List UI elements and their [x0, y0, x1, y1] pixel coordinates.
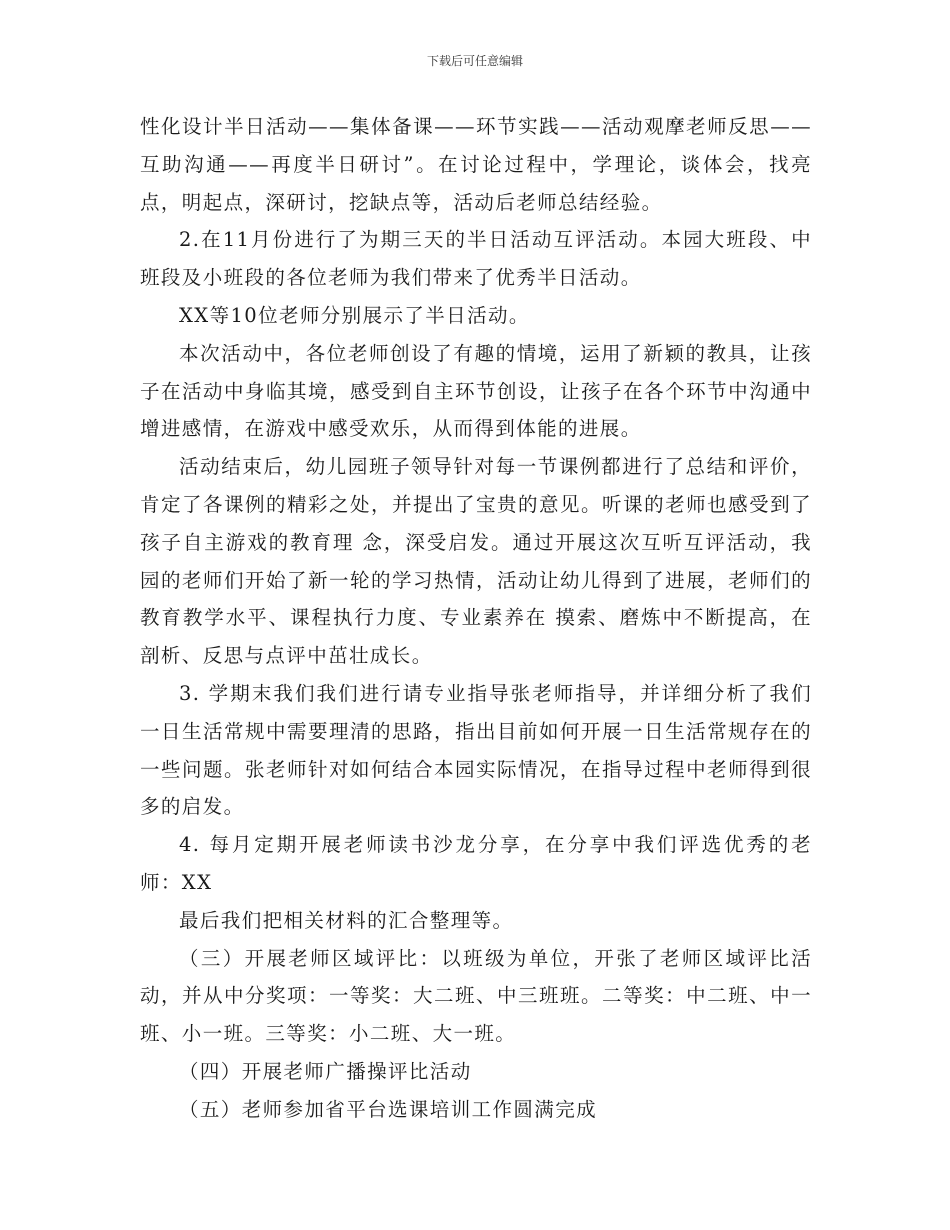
paragraph-activity-description: 本次活动中，各位老师创设了有趣的情境，运用了新颖的教具，让孩子在活动中身临其境，感受到自主环节创设，让孩子在各个环节中沟通中增进感情，在游戏中感受欢乐，从而得到体能的进展。 [140, 341, 812, 441]
paragraph-section-4: （四）开展老师广播操评比活动 [179, 1059, 472, 1083]
page-header: 下载后可任意编辑 [426, 54, 523, 68]
paragraph-materials: 最后我们把相关材料的汇合整理等。 [179, 908, 514, 932]
paragraph-section-5: （五）老师参加省平台选课培训工作圆满完成 [179, 1097, 598, 1121]
paragraph-item-2: 2.在11月份进行了为期三天的半日活动互评活动。本园大班段、中班段及小班段的各位老师为我们带来了优秀半日活动。 [140, 228, 812, 290]
paragraph-teachers-showcase: XX等10位老师分别展示了半日活动。 [179, 303, 530, 327]
paragraph-activity-summary: 活动结束后，幼儿园班子领导针对每一节课例都进行了总结和评价，肯定了各课例的精彩之处，并提出了宝贵的意见。听课的老师也感受到了孩子自主游戏的教育理 念，深受启发。通过开展这次互听互评活动，我园的老师们开始了新一轮的学习热情，活动让幼儿得到了进展，老师们的教育教学水平、课程执行力度、专业素养在 摸索、磨炼中不断提高，在剖析、反思与点评中茁壮成长。 [140, 455, 812, 668]
paragraph-continuation: 性化设计半日活动——集体备课——环节实践——活动观摩老师反思——互助沟通——再度半日研讨”。在讨论过程中，学理论，谈体会，找亮点，明起点，深研讨，挖缺点等，活动后老师总结经验。 [140, 115, 812, 214]
paragraph-item-3: 3. 学期末我们我们进行请专业指导张老师指导，并详细分析了我们一日生活常规中需要理清的思路，指出目前如何开展一日生活常规存在的一些问题。张老师针对如何结合本园实际情况，在指导过程中老师得到很多的启发。 [140, 681, 812, 819]
paragraph-item-4: 4. 每月定期开展老师读书沙龙分享，在分享中我们评选优秀的老师：XX [140, 833, 812, 894]
document-body [140, 108, 812, 1129]
paragraph-section-3: （三）开展老师区域评比：以班级为单位，开张了老师区域评比活动，并从中分奖项：一等奖：大二班、中三班班。二等奖：中二班、中一班、小一班。三等奖：小二班、大一班。 [140, 946, 812, 1046]
